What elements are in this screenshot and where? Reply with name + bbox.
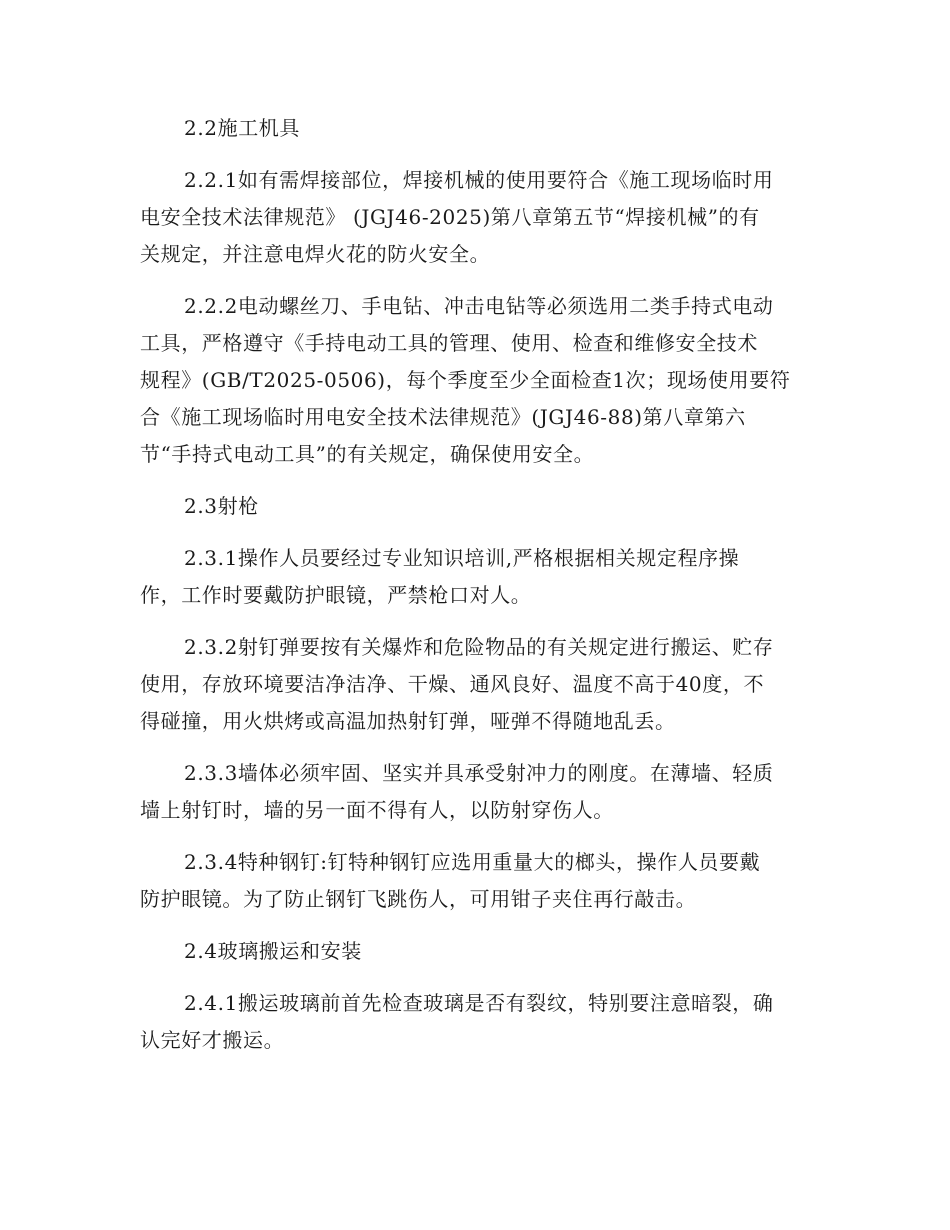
paragraph-2-3-2-line-1: 2.3.2射钉弹要按有关爆炸和危险物品的有关规定进行搬运、贮存 [184,635,774,659]
paragraph-2-2-1-line-3: 关规定，并注意电焊火花的防火安全。 [140,242,491,266]
heading-2-3: 2.3射枪 [184,494,259,518]
paragraph-2-2-1-line-1: 2.2.1如有需焊接部位，焊接机械的使用要符合《施工现场临时用 [184,168,774,192]
paragraph-2-3-1-line-1: 2.3.1操作人员要经过专业知识培训,严格根据相关规定程序操 [184,546,740,570]
paragraph-2-3-4-line-2: 防护眼镜。为了防止钢钉飞跳伤人，可用钳子夹住再行敲击。 [140,887,697,911]
paragraph-2-2-2-line-5: 节“手持式电动工具”的有关规定，确保使用安全。 [140,442,595,466]
paragraph-2-2-2-line-2: 工具，严格遵守《手持电动工具的管理、使用、检查和维修安全技术 [140,331,758,355]
paragraph-2-3-3-line-2: 墙上射钉时，墙的另一面不得有人，以防射穿伤人。 [140,798,614,822]
paragraph-2-3-3-line-1: 2.3.3墙体必须牢固、坚实并具承受射冲力的刚度。在薄墙、轻质 [184,761,774,785]
paragraph-2-3-2-line-3: 得碰撞，用火烘烤或高温加热射钉弹，哑弹不得随地乱丢。 [140,709,676,733]
paragraph-2-2-2-line-1: 2.2.2电动螺丝刀、手电钻、冲击电钻等必须选用二类手持式电动 [184,294,774,318]
paragraph-2-2-1-line-2: 电安全技术法律规范》 (JGJ46-2025)第八章第五节“焊接机械”的有 [140,205,760,229]
paragraph-2-3-1-line-2: 作，工作时要戴防护眼镜，严禁枪口对人。 [140,583,532,607]
paragraph-2-3-2-line-2: 使用，存放环境要洁净洁净、干燥、通风良好、温度不高于40度，不 [140,672,765,696]
paragraph-2-3-4-line-1: 2.3.4特种钢钉:钉特种钢钉应选用重量大的榔头，操作人员要戴 [184,850,761,874]
paragraph-2-2-2-line-4: 合《施工现场临时用电安全技术法律规范》(JGJ46-88)第八章第六 [140,405,746,429]
heading-2-4: 2.4玻璃搬运和安装 [184,939,362,963]
paragraph-2-4-1-line-2: 认完好才搬运。 [140,1028,285,1052]
paragraph-2-2-2-line-3: 规程》(GB/T2025-0506)，每个季度至少全面检查1次；现场使用要符 [140,368,791,392]
paragraph-2-4-1-line-1: 2.4.1搬运玻璃前首先检查玻璃是否有裂纹，特别要注意暗裂，确 [184,991,774,1015]
heading-2-2: 2.2施工机具 [184,116,301,140]
